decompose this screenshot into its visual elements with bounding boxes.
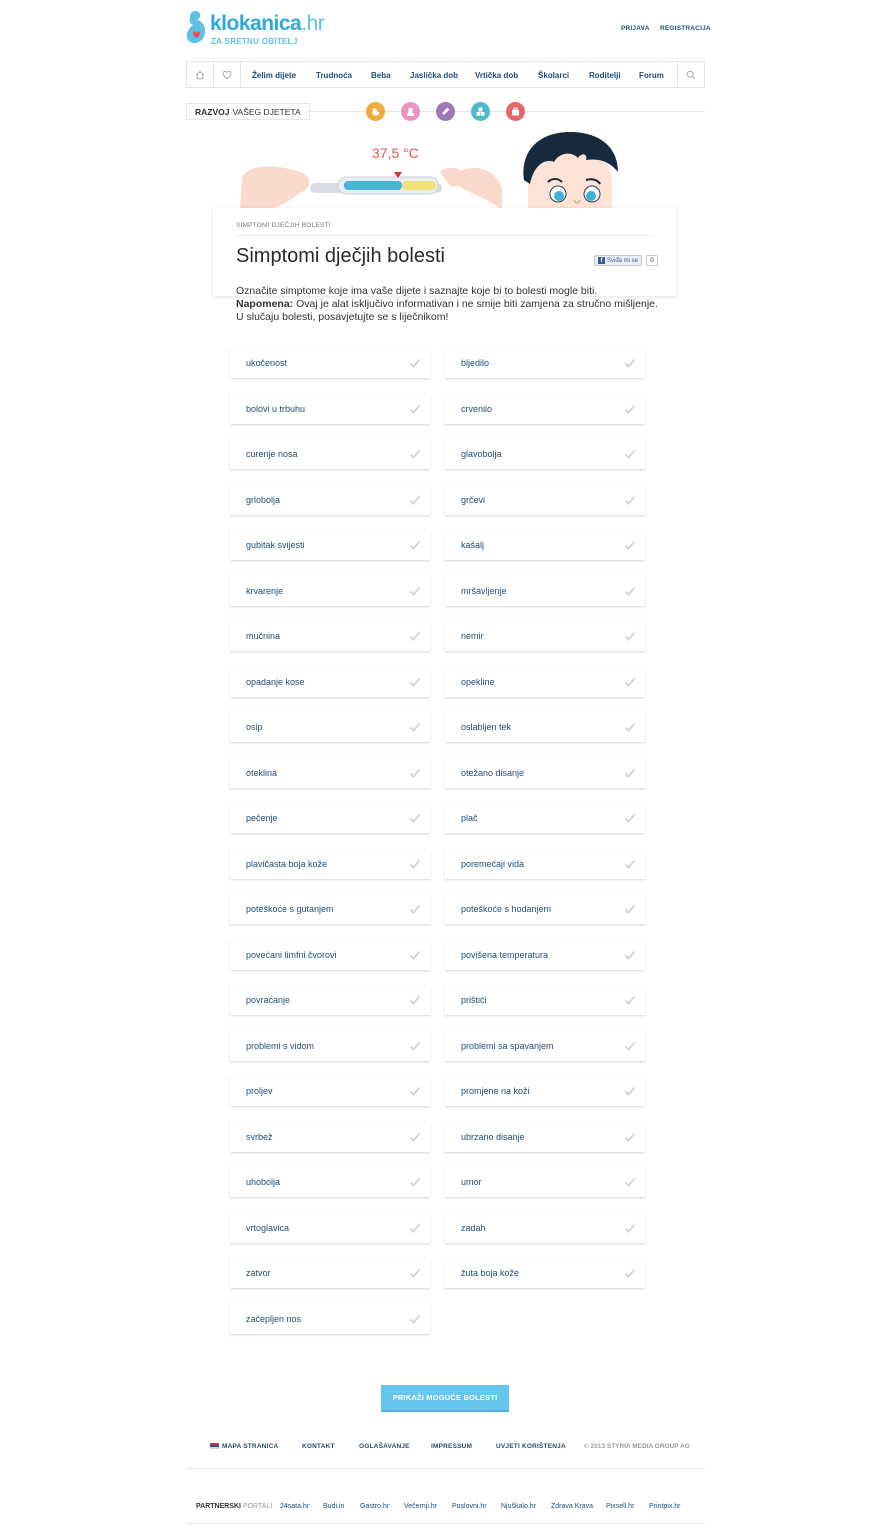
symptom-label: vrtoglavica <box>246 1223 290 1233</box>
copyright: © 2013 STYRIA MEDIA GROUP AG <box>584 1443 690 1450</box>
register-link[interactable]: REGISTRACIJA <box>660 25 711 32</box>
footer-impressum-link[interactable]: IMPRESSUM <box>431 1443 473 1450</box>
symptom-label: osip <box>246 722 263 732</box>
footer-advertising-link[interactable]: OGLAŠAVANJE <box>359 1443 410 1450</box>
intro-text <box>236 285 666 324</box>
facebook-like-widget <box>594 255 658 266</box>
symptom-label: grlobolja <box>246 495 281 505</box>
site-logo[interactable] <box>186 10 326 50</box>
checkmark-icon <box>409 539 421 551</box>
checkmark-icon <box>624 494 636 506</box>
symptom-label: bljedilo <box>461 358 490 368</box>
symptom-option[interactable] <box>445 1076 645 1106</box>
page-title: Simptomi dječjih bolesti <box>236 245 445 267</box>
checkmark-icon <box>624 630 636 642</box>
facebook-icon: f <box>598 257 605 264</box>
kangaroo-logo-icon <box>186 10 208 44</box>
bottle-icon <box>440 106 451 117</box>
symptom-option[interactable] <box>445 1031 645 1061</box>
partner-link[interactable]: Poslovni.hr <box>452 1503 487 1510</box>
symptom-option[interactable] <box>230 1031 430 1061</box>
checkmark-icon <box>624 1040 636 1052</box>
symptom-label: poremećaji vida <box>461 859 525 869</box>
checkmark-icon <box>409 630 421 642</box>
symptom-label: krvarenje <box>246 586 284 596</box>
symptom-option[interactable] <box>230 576 430 606</box>
search-button[interactable] <box>677 62 704 87</box>
symptom-option[interactable] <box>445 1258 645 1288</box>
symptom-option[interactable] <box>230 1167 430 1197</box>
symptom-label: crvenilo <box>461 404 493 414</box>
symptom-label: nemir <box>461 631 484 641</box>
symptom-label: kašalj <box>461 540 485 550</box>
partner-link[interactable]: 24sata.hr <box>280 1503 310 1510</box>
partner-link[interactable]: Večernji.hr <box>404 1503 438 1510</box>
nav-item-zelim-dijete[interactable]: Želim dijete <box>252 71 297 80</box>
symptom-label: promjene na koži <box>461 1086 530 1096</box>
symptom-option[interactable] <box>445 576 645 606</box>
symptom-label: plač <box>461 813 478 823</box>
symptom-label: pečenje <box>246 813 278 823</box>
symptom-label: grčevi <box>461 495 486 505</box>
symptom-option[interactable] <box>445 894 645 924</box>
symptom-label: povišena temperatura <box>461 950 549 960</box>
footer-divider <box>186 1468 705 1469</box>
duck-icon <box>370 106 381 117</box>
checkmark-icon <box>409 1040 421 1052</box>
symptom-label: poteškoće s hodanjem <box>461 904 552 914</box>
breadcrumb[interactable]: SIMPTOMI DJEČJIH BOLESTI <box>236 222 331 229</box>
checkmark-icon <box>624 1085 636 1097</box>
nav-item-trudnoca[interactable]: Trudnoća <box>316 71 353 80</box>
checkmark-icon <box>409 1267 421 1279</box>
checkmark-icon <box>624 1131 636 1143</box>
symptom-option[interactable] <box>230 1122 430 1152</box>
checkmark-icon <box>624 994 636 1006</box>
checkmark-icon <box>409 767 421 779</box>
symptom-label: proljev <box>246 1086 273 1096</box>
checkmark-icon <box>409 721 421 733</box>
checkmark-icon <box>409 403 421 415</box>
checkmark-icon <box>409 585 421 597</box>
symptom-label: zatvor <box>246 1268 271 1278</box>
symptom-option[interactable] <box>445 667 645 697</box>
main-nav <box>186 61 705 88</box>
facebook-like-label: Sviđa mi se <box>607 257 639 264</box>
symptom-label: zadah <box>461 1223 486 1233</box>
symptom-label: opekline <box>461 677 495 687</box>
partner-link[interactable]: Njuškalo.hr <box>501 1503 537 1510</box>
symptom-label: prištići <box>461 995 487 1005</box>
symptom-option[interactable] <box>445 394 645 424</box>
symptom-option[interactable] <box>230 940 430 970</box>
stage-school-button[interactable] <box>506 102 525 121</box>
checkmark-icon <box>409 357 421 369</box>
symptom-label: umor <box>461 1177 482 1187</box>
symptom-option[interactable] <box>445 1122 645 1152</box>
checkmark-icon <box>624 812 636 824</box>
checkmark-icon <box>409 812 421 824</box>
checkmark-icon <box>624 403 636 415</box>
heart-icon <box>222 70 232 80</box>
symptom-option[interactable] <box>230 985 430 1015</box>
checkmark-icon <box>409 1085 421 1097</box>
sitemap-icon <box>210 1443 219 1449</box>
stage-pregnancy-button[interactable] <box>366 102 385 121</box>
symptom-option[interactable] <box>445 1213 645 1243</box>
symptom-option[interactable] <box>230 530 430 560</box>
checkmark-icon <box>624 858 636 870</box>
checkmark-icon <box>624 357 636 369</box>
symptom-option[interactable] <box>445 712 645 742</box>
symptom-label: opadanje kose <box>246 677 305 687</box>
note-text: Ovaj je alat isključivo informativan i ne smije biti zamjena za stručno mišljenje. <box>293 298 658 310</box>
symptom-label: žuta boja kože <box>461 1268 520 1278</box>
symptom-option[interactable] <box>445 1167 645 1197</box>
symptom-option[interactable] <box>230 485 430 515</box>
symptom-option[interactable] <box>445 530 645 560</box>
stage-toddler-button[interactable] <box>436 102 455 121</box>
symptom-label: mršavljenje <box>461 586 507 596</box>
symptom-label: poteškoće s gutanjem <box>246 904 334 914</box>
stage-preschool-button[interactable] <box>471 102 490 121</box>
symptom-option[interactable] <box>445 985 645 1015</box>
note-label: Napomena: <box>236 298 294 310</box>
symptom-option[interactable] <box>445 803 645 833</box>
checkmark-icon <box>624 448 636 460</box>
logo-tagline: ZA SRETNU OBITELJ <box>211 37 298 46</box>
login-link[interactable]: PRIJAVA <box>621 25 650 32</box>
article-card <box>213 208 676 296</box>
checkmark-icon <box>409 448 421 460</box>
breadcrumb-divider <box>236 235 654 236</box>
symptom-option[interactable] <box>445 485 645 515</box>
temperature-readout: 37,5 °C <box>372 145 419 161</box>
checkmark-icon <box>624 1267 636 1279</box>
symptom-option[interactable] <box>445 348 645 378</box>
symptom-label: plavičasta boja kože <box>246 859 328 869</box>
symptom-option[interactable] <box>445 621 645 651</box>
nav-item-skolarci[interactable]: Školarci <box>538 71 570 80</box>
symptom-option[interactable] <box>230 758 430 788</box>
checkmark-icon <box>409 1313 421 1325</box>
symptom-option[interactable] <box>230 348 430 378</box>
symptom-option[interactable] <box>230 1213 430 1243</box>
symptom-label: curenje nosa <box>246 449 298 459</box>
symptom-option[interactable] <box>230 1076 430 1106</box>
stage-baby-button[interactable] <box>401 102 420 121</box>
facebook-like-button[interactable] <box>594 255 642 266</box>
symptom-option[interactable] <box>445 940 645 970</box>
symptom-option[interactable] <box>230 1304 430 1334</box>
symptom-option[interactable] <box>230 803 430 833</box>
symptom-label: svrbež <box>246 1132 273 1142</box>
logo-wordmark: klokanica.hr <box>210 12 325 35</box>
checkmark-icon <box>409 494 421 506</box>
footer-sitemap-link[interactable]: MAPA STRANICA <box>210 1443 278 1450</box>
symptom-option[interactable] <box>230 1258 430 1288</box>
facebook-like-count: 0 <box>646 255 658 266</box>
symptom-option[interactable] <box>230 712 430 742</box>
search-icon <box>686 70 696 80</box>
show-possible-diseases-button[interactable]: PRIKAŽI MOGUĆE BOLESTI <box>381 1385 509 1412</box>
partner-link[interactable]: Pixsell.hr <box>606 1503 635 1510</box>
checkmark-icon <box>624 585 636 597</box>
partner-portals-label: PARTNERSKI PORTALI <box>196 1503 273 1510</box>
nav-item-forum[interactable]: Forum <box>639 71 664 80</box>
checkmark-icon <box>624 676 636 688</box>
symptom-option[interactable] <box>230 894 430 924</box>
baby-icon <box>405 106 416 117</box>
partner-link[interactable]: Printpix.hr <box>649 1503 681 1510</box>
footer-contact-link[interactable]: KONTAKT <box>302 1443 335 1450</box>
checkmark-icon <box>409 949 421 961</box>
checkmark-icon <box>624 767 636 779</box>
symptom-label: otežano disanje <box>461 768 525 778</box>
nav-item-roditelji[interactable]: Roditelji <box>589 71 621 80</box>
checkmark-icon <box>624 949 636 961</box>
schoolbag-icon <box>510 106 521 117</box>
footer-bottom-divider <box>186 1523 705 1524</box>
symptom-label: glavobolja <box>461 449 502 459</box>
symptom-option[interactable] <box>230 849 430 879</box>
symptom-option[interactable] <box>230 394 430 424</box>
favorites-button[interactable] <box>214 62 241 87</box>
symptom-label: ubrzano disanje <box>461 1132 525 1142</box>
nav-item-beba[interactable]: Beba <box>371 71 391 80</box>
checkmark-icon <box>624 1176 636 1188</box>
symptom-option[interactable] <box>230 621 430 651</box>
symptom-label: uhobolja <box>246 1177 281 1187</box>
checkmark-icon <box>624 903 636 915</box>
checkmark-icon <box>409 676 421 688</box>
razvoj-label: RAZVOJ VAŠEG DJETETA <box>186 103 310 120</box>
symptom-label: bolovi u trbuhu <box>246 404 306 414</box>
nav-item-vrticka-dob[interactable]: Vrtička dob <box>475 71 519 80</box>
partner-link[interactable]: Zdrava Krava <box>551 1503 594 1510</box>
disclaimer-line <box>236 298 666 311</box>
symptom-option[interactable] <box>445 849 645 879</box>
symptom-option[interactable] <box>230 439 430 469</box>
symptom-label: oteklina <box>246 768 278 778</box>
blocks-icon <box>475 106 486 117</box>
consult-line: U slučaju bolesti, posavjetujte se s liječnikom! <box>236 311 449 323</box>
checkmark-icon <box>624 539 636 551</box>
checkmark-icon <box>409 858 421 870</box>
symptom-option[interactable] <box>445 758 645 788</box>
symptom-label: problemi s vidom <box>246 1041 315 1051</box>
symptom-label: oslabljen tek <box>461 722 512 732</box>
checkmark-icon <box>409 1176 421 1188</box>
checkmark-icon <box>409 903 421 915</box>
symptom-label: povećani limfni čvorovi <box>246 950 337 960</box>
symptom-label: mučnina <box>246 631 281 641</box>
checkmark-icon <box>624 721 636 733</box>
partner-link[interactable]: Budi.in <box>323 1503 345 1510</box>
symptom-label: ukočenost <box>246 358 288 368</box>
symptom-option[interactable] <box>230 667 430 697</box>
checkmark-icon <box>624 1222 636 1234</box>
thermometer-child-illustration <box>240 128 660 210</box>
nav-item-jaslicka-dob[interactable]: Jaslička dob <box>410 71 459 80</box>
checkmark-icon <box>409 994 421 1006</box>
footer-terms-link[interactable]: UVJETI KORIŠTENJA <box>496 1443 566 1450</box>
symptom-label: problemi sa spavanjem <box>461 1041 554 1051</box>
symptom-label: povraćanje <box>246 995 291 1005</box>
partner-link[interactable]: Gastro.hr <box>360 1503 390 1510</box>
symptom-option[interactable] <box>445 439 645 469</box>
symptom-label: začepljen nos <box>246 1314 302 1324</box>
intro-line: Označite simptome koje ima vaše dijete i saznajte koje bi to bolesti mogle biti. <box>236 285 598 297</box>
checkmark-icon <box>409 1131 421 1143</box>
checkmark-icon <box>409 1222 421 1234</box>
home-button[interactable] <box>187 62 214 87</box>
symptom-label: gubitak svijesti <box>246 540 305 550</box>
home-icon <box>195 70 205 80</box>
